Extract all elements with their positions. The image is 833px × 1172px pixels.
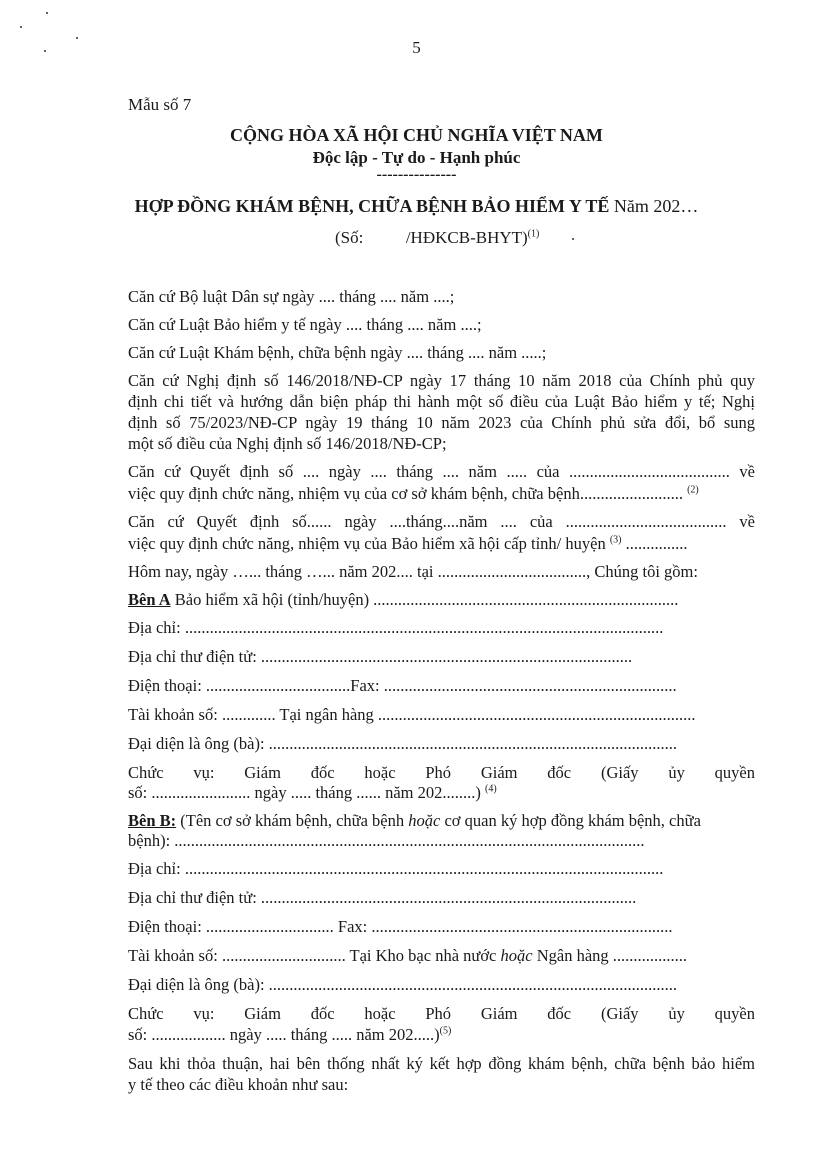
party-b-phone-fax: Điện thoại: ............................... Fax: .........................................................................	[128, 917, 673, 936]
party-b-account-text: Tài khoản số: .............................. Tại Kho bạc nhà nước	[128, 946, 501, 965]
scan-speck	[572, 238, 574, 240]
party-a-position-line-1: Chức vụ: Giám đốc hoặc Phó Giám đốc (Giấy ủy quyền	[128, 763, 755, 782]
party-b-name-text-2: cơ quan ký hợp đồng khám bệnh, chữa	[440, 811, 701, 830]
contract-number-text: (Số: /HĐKCB-BHYT)	[335, 228, 528, 247]
country-header: CỘNG HÒA XÃ HỘI CHỦ NGHĨA VIỆT NAM	[230, 125, 603, 145]
basis-medical-exam-law: Căn cứ Luật Khám bệnh, chữa bệnh ngày .... tháng .... năm .....;	[128, 343, 547, 362]
party-a-phone-fax: Điện thoại: ...................................Fax: .......................................................................	[128, 676, 677, 695]
decision-facility-text: việc quy định chức năng, nhiệm vụ của cơ sở khám bệnh, chữa bệnh.........................	[128, 484, 683, 503]
scan-speck	[20, 26, 22, 28]
decision-social-tail: ...............	[621, 534, 688, 553]
note-ref-5: (5)	[439, 1025, 452, 1037]
basis-health-insurance-law: Căn cứ Luật Bảo hiểm y tế ngày .... tháng .... năm ....;	[128, 315, 482, 334]
party-b-position-line-1: Chức vụ: Giám đốc hoặc Phó Giám đốc (Giấy ủy quyền	[128, 1004, 755, 1023]
page-number: 5	[412, 38, 421, 57]
party-b-label: Bên B:	[128, 811, 177, 830]
party-b-address: Địa chỉ: ....................................................................................................................	[128, 859, 664, 878]
party-a-name	[128, 590, 678, 609]
header-divider: ---------------	[376, 166, 457, 183]
party-b-account-text-2: Ngân hàng ..................	[532, 946, 688, 965]
decision-social-text: việc quy định chức năng, nhiệm vụ của Bảo hiểm xã hội cấp tỉnh/ huyện	[128, 534, 606, 553]
agreement-line-2: y tế theo các điều khoản như sau:	[128, 1075, 349, 1094]
title-main: HỢP ĐỒNG KHÁM BỆNH, CHỮA BỆNH BẢO HIỂM Y TẾ	[134, 196, 610, 216]
basis-decree-line-3: định số 75/2023/NĐ-CP ngày 19 tháng 10 năm 2023 của Chính phủ sửa đổi, bổ sung	[128, 413, 755, 432]
form-id: Mẫu số 7	[128, 95, 192, 114]
document-title	[0, 196, 833, 217]
title-year: Năm 202…	[613, 196, 699, 216]
party-a-account: Tài khoản số: ............. Tại ngân hàng .............................................................................	[128, 705, 696, 724]
agreement-line-1: Sau khi thỏa thuận, hai bên thống nhất ký kết hợp đồng khám bệnh, chữa bệnh bảo hiểm	[128, 1054, 755, 1073]
party-a-position-text: số: ........................ ngày ..... tháng ...... năm 202........)	[128, 783, 481, 802]
party-b-position-text: số: .................. ngày ..... tháng ..... năm 202.....)	[128, 1025, 440, 1044]
basis-decree-line-1: Căn cứ Nghị định số 146/2018/NĐ-CP ngày 17 tháng 10 năm 2018 của Chính phủ quy	[128, 371, 755, 390]
party-b-position-line-2	[128, 1025, 451, 1044]
party-a-position-line-2	[128, 783, 497, 802]
scan-speck	[46, 12, 48, 14]
party-b-name-text: (Tên cơ sở khám bệnh, chữa bệnh	[176, 811, 409, 830]
party-b-account-or: hoặc	[500, 946, 533, 965]
note-ref-3: (3)	[609, 534, 622, 546]
basis-civil-code: Căn cứ Bộ luật Dân sự ngày .... tháng .... năm ....;	[128, 287, 455, 306]
basis-decree-line-4: một số điều của Nghị định số 146/2018/NĐ-CP;	[128, 434, 447, 453]
party-a-address: Địa chỉ: ....................................................................................................................	[128, 618, 664, 637]
basis-decision-social-line-1: Căn cứ Quyết định số...... ngày ....tháng....năm .... của ....................................... về	[128, 512, 755, 531]
party-a-name-text: Bảo hiểm xã hội (tỉnh/huyện) ..........................................................................	[170, 590, 679, 609]
contract-number	[335, 228, 539, 248]
party-b-email: Địa chỉ thư điện tử: ...........................................................................................	[128, 888, 637, 907]
basis-decree-line-2: định chi tiết và hướng dẫn biện pháp thi hành một số điều của Luật Bảo hiểm y tế; Nghị	[128, 392, 755, 411]
basis-decision-facility-line-2	[128, 484, 699, 503]
party-a-representative: Đại diện là ông (bà): ...................................................................................................	[128, 734, 678, 753]
note-ref-2: (2)	[687, 484, 699, 496]
party-a-label: Bên A	[128, 590, 171, 609]
national-motto: Độc lập - Tự do - Hạnh phúc	[312, 148, 521, 167]
basis-decision-facility-line-1: Căn cứ Quyết định số .... ngày .... tháng .... năm ..... của ....................................... về	[128, 462, 755, 481]
basis-decision-social-line-2	[128, 534, 688, 553]
note-ref-4: (4)	[485, 783, 497, 795]
party-b-account	[128, 946, 687, 965]
party-b-representative: Đại diện là ông (bà): ...................................................................................................	[128, 975, 678, 994]
party-b-name-line-2: bệnh): ..................................................................................................................	[128, 831, 645, 850]
meeting-date-place: Hôm nay, ngày …... tháng …... năm 202.... tại ...................................., Chúng tôi gồm:	[128, 562, 698, 581]
party-a-email: Địa chỉ thư điện tử: ..........................................................................................	[128, 647, 633, 666]
note-ref-1: (1)	[527, 228, 540, 240]
party-b-name-line-1	[128, 811, 701, 830]
party-b-or-text: hoặc	[408, 811, 441, 830]
